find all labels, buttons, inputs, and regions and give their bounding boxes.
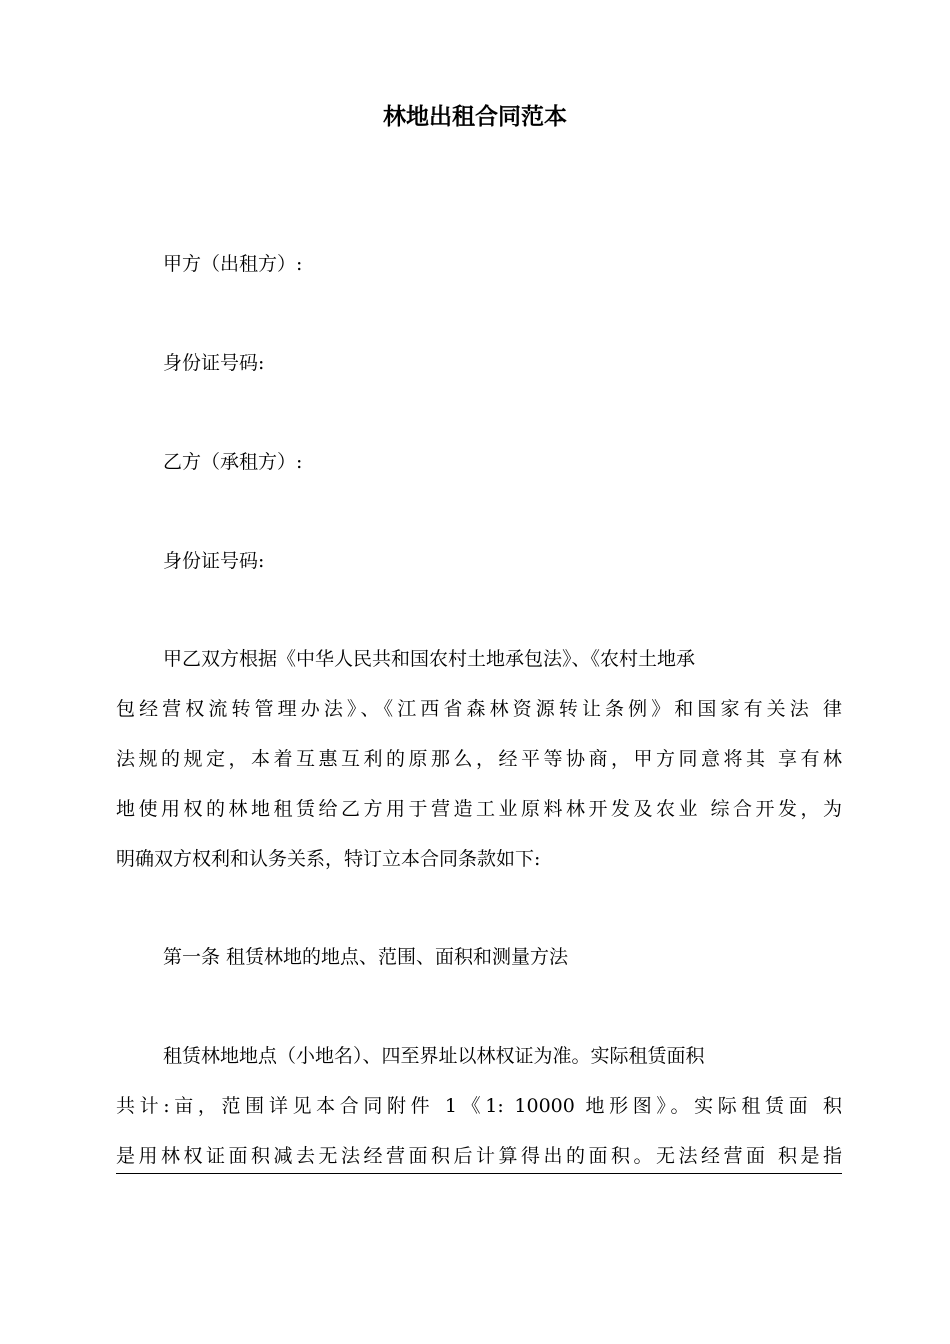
article-1-paragraph bbox=[116, 1041, 842, 1191]
footer-rule bbox=[116, 1173, 842, 1174]
preamble-line: 包经营权流转管理办法》、《江西省森林资源转让条例》和国家有关法 律 bbox=[116, 698, 842, 720]
preamble-paragraph bbox=[116, 644, 842, 894]
article-1-heading: 第一条 租赁林地的地点、范围、面积和测量方法 bbox=[163, 946, 569, 968]
article-1-line: 租赁林地地点（小地名）、四至界址以林权证为准。实际租赁面积 bbox=[163, 1045, 705, 1067]
party-a-label: 甲方（出租方）: bbox=[163, 253, 303, 275]
party-b-label: 乙方（承租方）: bbox=[163, 451, 303, 473]
preamble-line: 法规的规定，本着互惠互利的原那么，经平等协商，甲方同意将其 享有林 bbox=[116, 748, 842, 770]
preamble-line: 明确双方权利和认务关系，特订立本合同条款如下: bbox=[116, 848, 541, 870]
preamble-line: 甲乙双方根据《中华人民共和国农村土地承包法》、《农村土地承 bbox=[163, 648, 696, 670]
article-1-line: 共计:亩，范围详见本合同附件 1《1: 10000 地形图》。实际租赁面 积 bbox=[116, 1095, 842, 1117]
article-1-line: 是用林权证面积减去无法经营面积后计算得出的面积。无法经营面 积是指 bbox=[116, 1145, 842, 1167]
preamble-line: 地使用权的林地租赁给乙方用于营造工业原料林开发及农业 综合开发，为 bbox=[116, 798, 842, 820]
document-title: 林地出租合同范本 bbox=[383, 104, 567, 130]
party-b-id-label: 身份证号码: bbox=[163, 550, 265, 572]
party-a-id-label: 身份证号码: bbox=[163, 352, 265, 374]
